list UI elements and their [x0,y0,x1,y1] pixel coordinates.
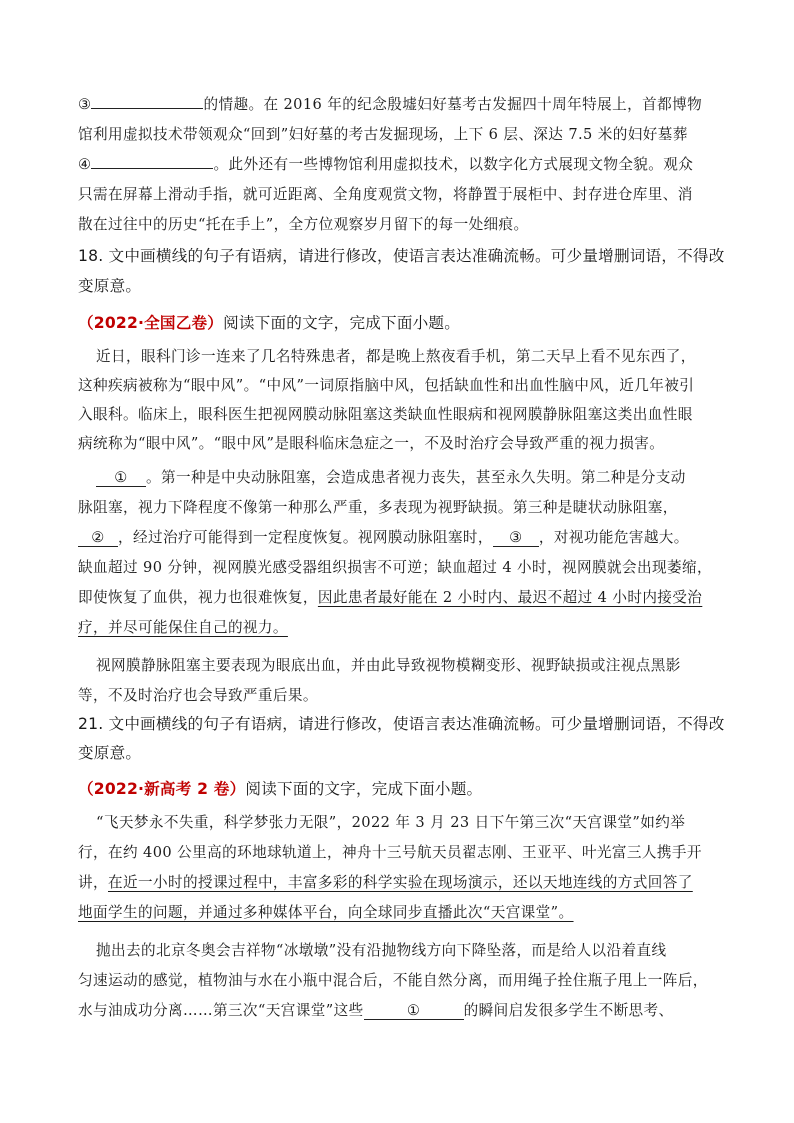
question-18-cont: 变原意。 [78,277,142,295]
question-21-cont: 变原意。 [78,744,142,762]
passage-text: 水与油成功分离……第三次“天宫课堂”这些 [78,1002,364,1019]
passage-text: 的情趣。在 2016 年的纪念殷墟妇好墓考古发掘四十周年特展上，首都博物 [203,96,703,113]
paragraph-line [78,527,689,549]
passage-text: 讲， [78,874,108,891]
fill-blank-3: ③ [493,530,539,547]
fill-blank [91,168,213,169]
paragraph-line: 病统称为“眼中风”。“眼中风”是眼科临床急症之一，不及时治疗会导致严重的视力损害。 [78,435,665,452]
passage1-line: 馆利用虚拟技术带领观众“回到”妇好墓的考古发掘现场，上下 6 层、深达 7.5 米的妇好墓葬 [78,126,688,143]
instruction: 阅读下面的文字，完成下面小题。 [223,314,461,332]
underlined-sentence: 地面学生的问题，并通过多种媒体平台，向全球同步直播此次“天宫课堂”。 [78,904,574,921]
paragraph-line [78,902,574,924]
paragraph-line [78,587,702,609]
passage-text: ，经过治疗可能得到一定程度恢复。视网膜动脉阻塞时， [118,529,493,546]
passage1-line [78,154,693,176]
fill-blank [91,108,203,109]
paragraph-line [78,872,693,894]
paragraph-line: 脉阻塞，视力下降程度不像第一种那么严重，多表现为视野缺损。第三种是睫状动脉阻塞， [78,499,678,516]
instruction: 阅读下面的文字，完成下面小题。 [245,780,483,798]
paragraph-line: 视网膜静脉阻塞主要表现为眼底出血，并由此导致视物模糊变形、视野缺损或注视点黑影 [96,657,681,674]
source-label: （2022·全国乙卷） [78,314,224,332]
paragraph-line: 行，在约 400 公里高的环地球轨道上，神舟十三号航天员翟志刚、王亚平、叶光富三人携手开 [78,844,702,861]
underlined-sentence: 在近一小时的授课过程中，丰富多彩的科学实验在现场演示，还以天地连线的方式回答了 [108,874,693,891]
source-label: （2022·新高考 2 卷） [78,780,246,798]
passage-text: 。此外还有一些博物馆利用虚拟技术，以数字化方式展现文物全貌。观众 [213,156,694,173]
fill-blank-2: ② [78,530,118,547]
paragraph-line: 近日，眼科门诊一连来了几名特殊患者，都是晚上熬夜看手机，第二天早上看不见东西了， [96,348,696,365]
paragraph-line: 等，不及时治疗也会导致严重后果。 [78,687,318,704]
passage-text: 即使恢复了血供，视力也很难恢复， [78,589,318,606]
question-21: 21. 文中画横线的句子有语病，请进行修改，使语言表达准确流畅。可少量增删词语，不得改 [78,715,725,733]
paragraph-line [96,467,686,489]
passage1-line: 散在过往中的历史“托在手上”，全方位观察岁月留下的每一处细痕。 [78,216,529,233]
passage-text: 的瞬间启发很多学生不断思考、 [463,1002,674,1019]
section2-header [78,312,460,334]
paragraph-line: 抛出去的北京冬奥会吉祥物“冰墩墩”没有沿抛物线方向下降坠落，而是给人以沿着直线 [96,942,667,959]
paragraph-line [78,617,288,639]
blank-number: ③ [78,96,92,113]
paragraph-line: 缺血超过 90 分钟，视网膜光感受器组织损害不可逆；缺血超过 4 小时，视网膜就会出现萎缩， [78,559,712,576]
paragraph-line [78,1000,674,1022]
passage-text: ，对视功能危害越大。 [538,529,689,546]
paragraph-line: “飞天梦永不失重，科学梦张力无限”，2022 年 3 月 23 日下午第三次“天宫课堂”如约举 [96,814,686,831]
blank-number: ④ [78,156,92,173]
underlined-sentence: 因此患者最好能在 2 小时内、最迟不超过 4 小时内接受治 [317,589,703,606]
fill-blank-1: ① [96,470,146,487]
underlined-sentence: 疗，并尽可能保住自己的视力。 [78,619,288,636]
paragraph-line: 这种疾病被称为“眼中风”。“中风”一词原指脑中风，包括缺血性和出血性脑中风，近几年被引 [78,377,695,394]
paragraph-line: 入眼科。临床上，眼科医生把视网膜动脉阻塞这类缺血性眼病和视网膜静脉阻塞这类出血性眼 [78,406,693,423]
paragraph-line: 匀速运动的感觉，植物油与水在小瓶中混合后，不能自然分离，而用绳子拴住瓶子甩上一阵后， [78,972,708,989]
passage1-line: 只需在屏幕上滑动手指，就可近距离、全角度观赏文物，将静置于展柜中、封存进仓库里、消 [78,186,693,203]
fill-blank-1: ① [364,1003,464,1020]
passage-text: 。第一种是中央动脉阻塞，会造成患者视力丧失，甚至永久失明。第二种是分支动 [146,469,686,486]
section3-header [78,778,482,800]
question-18: 18. 文中画横线的句子有语病，请进行修改，使语言表达准确流畅。可少量增删词语，不得改 [78,247,725,265]
passage1-line [78,94,702,116]
